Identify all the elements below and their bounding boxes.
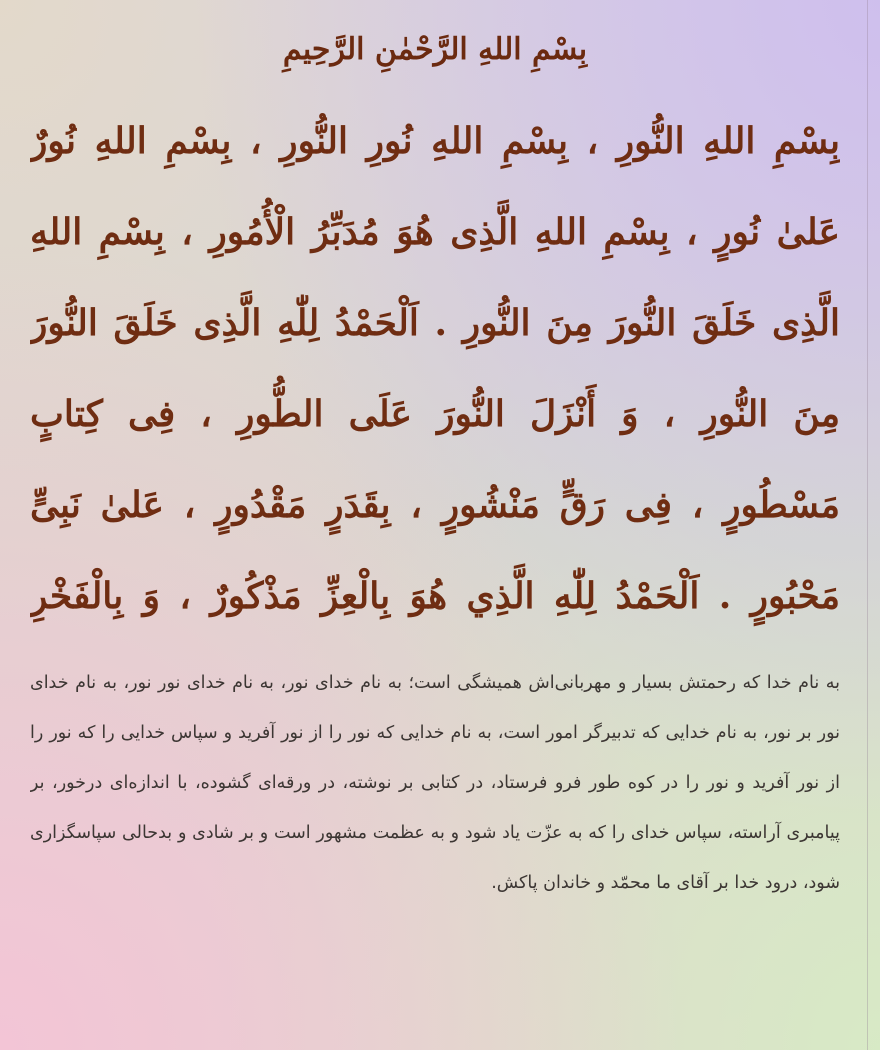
basmala-heading: بِسْمِ اللهِ الرَّحْمٰنِ الرَّحِيمِ (282, 32, 588, 67)
persian-translation-text: به نام خدا که رحمتش بسیار و مهربانی‌اش همیشگی است؛ به نام خدای نور، به نام خدای نور نور، به نام خدای نور بر نور، به نام خدایی که تدبیرگر امور است، به نام خدایی که نور را از نور آفرید و سپاس خدایی را که نور را از نور آفرید و نور را در کوه طور فرو فرستاد، در کتابی بر نوشته، در ورقه‌ای گشوده، با اندازه‌ای درخور، بر پیامبری آراسته، سپاس خدای را که به عزّت یاد شود و به عظمت مشهور است و بر شادی و بدحالی سپاسگزاری شود، درود خدا بر آقای ما محمّد و خاندان پاکش. (30, 673, 840, 893)
arabic-prayer-text: بِسْمِ اللهِ النُّورِ ، بِسْمِ اللهِ نُورِ النُّورِ ، بِسْمِ اللهِ نُورٌ عَلیٰ نُورٍ ، بِسْمِ اللهِ الَّذِی هُوَ مُدَبِّرُ الْأُمُورِ ، بِسْمِ اللهِ الَّذِی خَلَقَ النُّورَ مِنَ النُّورِ . اَلْحَمْدُ لِلّٰهِ الَّذِی خَلَقَ النُّورَ مِنَ النُّورِ ، وَ أَنْزَلَ النُّورَ عَلَى الطُّورِ ، فِی کِتابٍ مَسْطُورٍ ، فِی رَقٍّ مَنْشُورٍ ، بِقَدَرٍ مَقْدُورٍ ، عَلیٰ نَبِیٍّ مَحْبُورٍ . اَلْحَمْدُ لِلّٰهِ الَّذِي هُوَ بِالْعِزِّ مَذْكُورٌ ، وَ بِالْفَخْرِ (30, 120, 840, 617)
